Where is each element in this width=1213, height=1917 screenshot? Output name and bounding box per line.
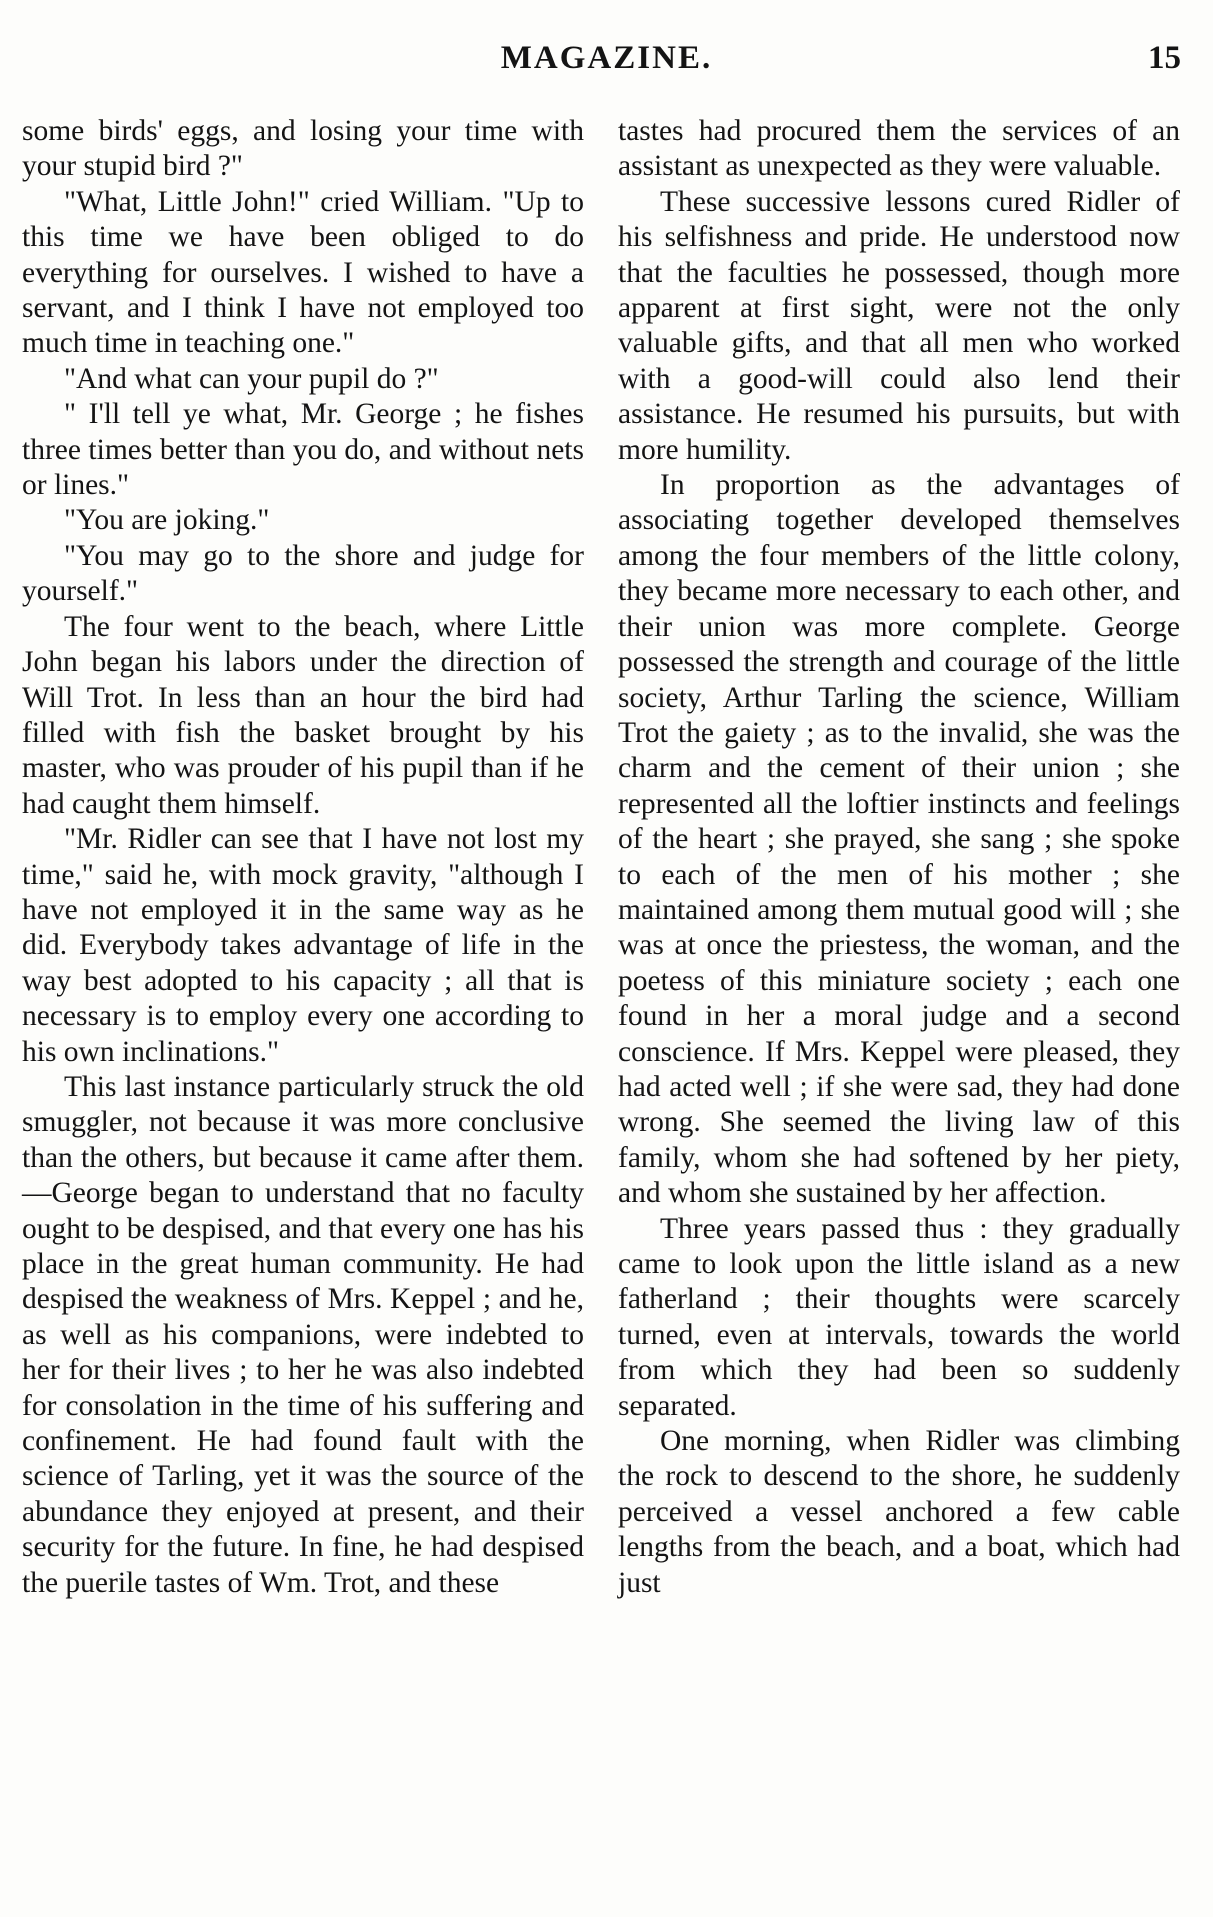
paragraph: One morning, when Ridler was climbing the rock to descend to the shore, he suddenly perceived a vessel anchored a few cable lengths from the beach, and a boat, which had just <box>618 1425 1180 1599</box>
paragraph: tastes had procured them the services of an assistant as unexpected as they were valuable. <box>618 115 1180 183</box>
paragraph: "You are joking." <box>64 504 270 537</box>
left-column <box>22 114 584 1601</box>
paragraph: "And what can your pupil do ?" <box>64 362 439 395</box>
running-title: MAGAZINE. <box>500 40 713 76</box>
paragraph: "You may go to the shore and judge for yourself." <box>22 539 584 608</box>
paragraph: This last instance particularly struck the old smuggler, not because it was more conclusive than the others, but because it came after them.—George began to understand that no faculty ought to be despised, and that every one has his place in the great human community. He had despised the weakness of Mrs. Keppel ; and he, as well as his companions, were indebted to her for their lives ; to her he was also indebted for consolation in the time of his suffering and confinement. He had found fault with the science of Tarling, yet it was the source of the abundance they enjoyed at present, and their security for the future. In fine, he had despised the puerile tastes of Wm. Trot, and these <box>22 1070 585 1599</box>
paragraph: "What, Little John!" cried William. "Up to this time we have been obliged to do everything for ourselves. I wished to have a servant, and I think I have not employed too much time in teaching one." <box>22 185 584 360</box>
paragraph: The four went to the beach, where Little John began his labors under the direction of Will Trot. In less than an hour the bird had filled with fish the basket brought by his master, who was prouder of his pupil than if he had caught them himself. <box>22 610 584 820</box>
paragraph: "Mr. Ridler can see that I have not lost my time," said he, with mock gravity, "although I have not employed it in the same way as he did. Everybody takes advantage of life in the way best adopted to his capacity ; all that is necessary is to employ every one according to his own inclinations." <box>22 823 584 1068</box>
paragraph: In proportion as the advantages of associating together developed themselves among the four members of the little colony, they became more necessary to each other, and their union was more complete. George possessed the strength and courage of the little society, Arthur Tarling the science, William Trot the gaiety ; as to the invalid, she was the charm and the cement of their union ; she represented all the loftier instincts and feelings of the heart ; she prayed, she sang ; she spoke to each of the men of his mother ; she maintained among them mutual good will ; she was at once the priestess, the woman, and the poetess of this miniature society ; each one found in her a moral judge and a second conscience. If Mrs. Keppel were pleased, they had acted well ; if she were sad, they had done wrong. She seemed the living law of this family, whom she had softened by her piety, and whom she sustained by her affection. <box>618 469 1180 1210</box>
paragraph: Three years passed thus : they gradually came to look upon the little island as a new fatherland ; their thoughts were scarcely turned, even at intervals, towards the world from which they had been so suddenly separated. <box>618 1212 1180 1422</box>
paragraph: some birds' eggs, and losing your time with your stupid bird ?" <box>22 115 584 183</box>
paragraph: These successive lessons cured Ridler of his selfishness and pride. He understood now that the faculties he possessed, though more apparent at first sight, were not the only valuable gifts, and that all men who worked with a good-will could also lend their assistance. He resumed his pursuits, but with more humility. <box>618 185 1180 466</box>
page-header <box>0 40 1213 90</box>
page-number: 15 <box>1148 40 1181 76</box>
right-column <box>618 114 1180 1601</box>
paragraph: " I'll tell ye what, Mr. George ; he fishes three times better than you do, and without nets or lines." <box>22 398 584 502</box>
